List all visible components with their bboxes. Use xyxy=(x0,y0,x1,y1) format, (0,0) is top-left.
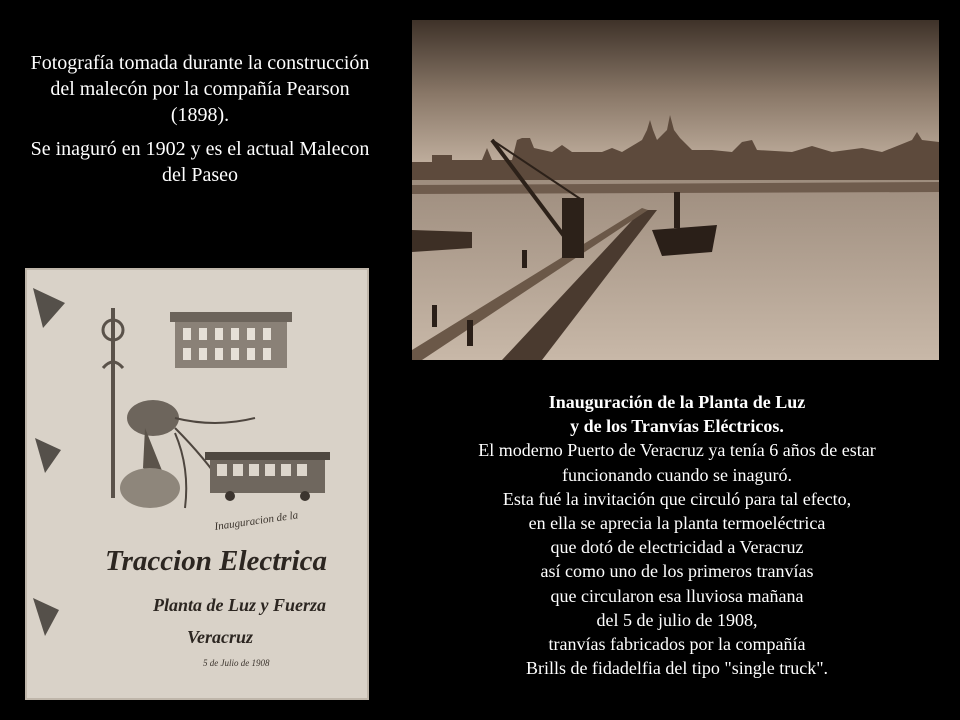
caption-line: que circularon esa lluviosa mañana xyxy=(550,585,804,606)
pier-construction-photo xyxy=(412,20,939,360)
caption-heading-1: Inauguración de la Planta de Luz xyxy=(548,392,806,412)
invitation-title: Traccion Electrica xyxy=(105,545,328,577)
invitation-small-script: Inauguracion de la xyxy=(213,509,299,533)
caption-line: El moderno Puerto de Veracruz ya tenía 6 años de estar xyxy=(478,440,876,461)
caption-line: del 5 de julio de 1908, xyxy=(596,609,758,630)
caption-paragraph-1: Fotografía tomada durante la construcción del malecón por la compañía Pearson (1898). xyxy=(30,52,370,126)
invitation-city: Veracruz xyxy=(187,627,254,647)
caption-line: así como uno de los primeros tranvías xyxy=(540,561,814,582)
caption-line: tranvías fabricados por la compañía xyxy=(548,634,806,655)
bottom-caption xyxy=(412,390,942,680)
power-plant-building xyxy=(170,312,292,368)
caption-line: Esta fué la invitación que circuló para tal efecto, xyxy=(502,488,852,509)
pier-photo-drawing xyxy=(412,20,939,360)
caption-paragraph-2: Se inaguró en 1902 y es el actual Malecon del Paseo xyxy=(30,138,370,186)
caption-line: Brills de fidadelfia del tipo "single truck". xyxy=(525,658,829,679)
caption-line: que dotó de electricidad a Veracruz xyxy=(550,537,804,558)
invitation-drawing xyxy=(25,268,369,700)
caption-line: funcionando cuando se inaguró. xyxy=(562,464,792,485)
caption-heading-2: y de los Tranvías Eléctricos. xyxy=(570,416,784,437)
invitation-date: 5 de Julio de 1908 xyxy=(203,658,270,668)
invitation-card xyxy=(25,268,369,700)
top-caption xyxy=(20,50,380,196)
caption-line: en ella se aprecia la planta termoeléctrica xyxy=(528,513,826,534)
invitation-subtitle: Planta de Luz y Fuerza xyxy=(153,595,327,615)
